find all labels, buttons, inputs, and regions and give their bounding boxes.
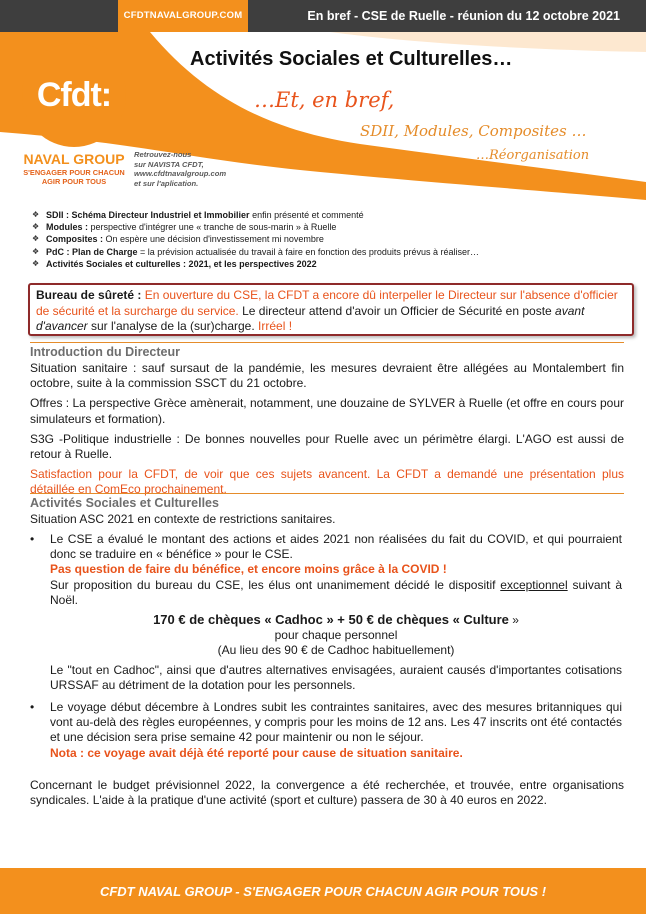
asc-intro: Situation ASC 2021 en contexte de restrictions sanitaires. xyxy=(30,512,336,526)
intro-paragraph-1: Situation sanitaire : sauf sursaut de la pandémie, les mesures devraient être allégées au Montalembert fin octobre, suite à la commission SSCT du 21 octobre. xyxy=(30,361,624,391)
list-item-strong: PdC : Plan de Charge xyxy=(46,246,138,257)
document-header-title: En bref - CSE de Ruelle - réunion du 12 octobre 2021 xyxy=(248,0,646,32)
offer-scope: pour chaque personnel xyxy=(274,628,398,643)
summary-list xyxy=(32,209,612,270)
script-subtitle-1: …Et, en bref, xyxy=(254,88,395,112)
list-item-text: = la prévision actualisée du travail à faire en fonction des produits prévus à réaliser… xyxy=(137,246,479,257)
list-item-strong: Modules : xyxy=(46,222,88,233)
list-item-text: perspective d'intégrer une « tranche de sous-marin » à Ruelle xyxy=(88,222,337,233)
asc-bullet-2 xyxy=(30,700,622,761)
list-item xyxy=(32,221,612,233)
contact-line-1: Retrouvez-nous xyxy=(134,150,192,159)
list-item xyxy=(32,209,612,221)
offer-close: » xyxy=(508,613,519,628)
footer-slogan: CFDT NAVAL GROUP - S'ENGAGER POUR CHACUN AGIR POUR TOUS ! xyxy=(99,884,547,899)
offer-note: (Au lieu des 90 € de Cadhoc habituellement) xyxy=(217,643,455,658)
contact-line-4: et sur l'aplication. xyxy=(134,178,199,188)
list-item xyxy=(32,233,612,245)
list-item-strong: SDII : Schéma Directeur Industriel et Immobilier xyxy=(46,210,250,220)
top-bar-dark-left xyxy=(0,0,118,32)
main-title: Activités Sociales et Culturelles… xyxy=(190,48,513,70)
decision-underline: exceptionnel xyxy=(500,577,568,592)
asc-bullet-1-text: Le CSE a évalué le montant des actions et aides 2021 non réalisées du fait du COVID, et qui pourraient donc se traduire en « bénéfice » pour le CSE. xyxy=(50,532,622,562)
contact-line-2: sur NAVISTA CFDT, xyxy=(134,159,204,169)
site-url: CFDTNAVALGROUP.COM xyxy=(118,0,248,32)
security-text-1: Le directeur attend d'avoir un Officier de Sécurité en poste xyxy=(238,303,556,318)
intro-paragraph-2: Offres : La perspective Grèce amènerait, notamment, une douzaine de SYLVER à Ruelle (et offre en cours pour simulateurs et formation). xyxy=(30,396,624,426)
asc-section xyxy=(30,493,624,532)
offer-line xyxy=(50,612,622,628)
security-orange-text: En ouverture du CSE, la CFDT a encore dû interpeller le Directeur sur l'absence d'officier de sécurité et la surcharge du service. xyxy=(36,288,618,318)
asc-conclusion: Concernant le budget prévisionnel 2022, la convergence a été recherchée, et trouvée, entre organisations syndicales. L'aide à la pratique d'une activité (sport et culture) passera de 30 à 40 euros en 2022. xyxy=(30,778,624,808)
bullet-dot: • xyxy=(30,532,35,546)
intro-paragraph-4: Satisfaction pour la CFDT, de voir que ces sujets avancent. La CFDT a demandé une présentation plus détaillée en ComEco prochainement. xyxy=(30,467,624,497)
contact-line-3: www.cfdtnavalgroup.com xyxy=(134,169,227,179)
decision-text-b: suivant à Noël. xyxy=(50,577,622,607)
brand-motto xyxy=(22,168,126,186)
asc-bullet-2-text: Le voyage début décembre à Londres subit les contraintes sanitaires, avec des mesures britanniques qui vont au-delà des règles européennes, y compris pour les moins de 12 ans. Les 47 inscrits ont été contactés et une décision sera prise semaine 42 pour maintenir ou non le séjour. xyxy=(50,700,622,745)
asc-heading: Activités Sociales et Culturelles xyxy=(30,493,624,510)
script-subtitle-2: SDII, Modules, Composites … xyxy=(360,122,587,140)
asc-bullet-1 xyxy=(30,532,622,693)
list-item xyxy=(32,258,612,270)
security-office-box xyxy=(28,283,634,336)
bullet-dot: • xyxy=(30,700,35,714)
asc-bullet-1-decision xyxy=(50,578,622,608)
security-orange-end: Irréel ! xyxy=(258,319,293,333)
intro-heading: Introduction du Directeur xyxy=(30,342,624,359)
list-item-text: On espère une décision d'investissement mi novembre xyxy=(103,234,324,245)
decision-text-a: Sur proposition du bureau du CSE, les élus ont unanimement décidé le dispositif xyxy=(50,577,501,592)
list-item-text: enfin présenté et commenté xyxy=(249,210,364,220)
motto-line-1: S'ENGAGER POUR CHACUN xyxy=(23,168,125,177)
script-subtitle-3: …Réorganisation xyxy=(476,148,590,163)
intro-paragraph-3: S3G -Politique industrielle : De bonnes nouvelles pour Ruelle avec un périmètre élargi. L'AGO est aussi de retour à Ruelle. xyxy=(30,431,624,462)
offer-amount: 170 € de chèques « Cadhoc » + 50 € de chèques « Culture xyxy=(153,612,509,628)
security-label: Bureau de sûreté : xyxy=(36,288,142,302)
intro-section xyxy=(30,342,624,503)
top-bar xyxy=(0,0,646,32)
security-text-2: sur l'analyse de la (sur)charge. xyxy=(87,319,259,333)
list-item xyxy=(32,246,612,258)
asc-bullet-2-red: Nota : ce voyage avait déjà été reporté pour cause de situation sanitaire. xyxy=(50,745,463,760)
list-item-strong: Activités Sociales et culturelles : 2021, et les perspectives 2022 xyxy=(46,258,317,269)
brand-name: NAVAL GROUP xyxy=(23,151,125,167)
asc-bullet-1-after: Le "tout en Cadhoc", ainsi que d'autres alternatives envisagées, auraient causés d'importantes cotisations URSSAF au détriment de la dotation pour les personnels. xyxy=(50,662,622,692)
security-italic: avant d'avancer xyxy=(36,303,585,333)
asc-bullet-1-red: Pas question de faire du bénéfice, et encore moins grâce à la COVID ! xyxy=(50,562,447,577)
contact-info xyxy=(134,150,264,188)
list-item-strong: Composites : xyxy=(46,234,104,245)
motto-line-2: AGIR POUR TOUS xyxy=(41,177,107,186)
cfdt-logo: Cfdt: xyxy=(22,43,126,147)
